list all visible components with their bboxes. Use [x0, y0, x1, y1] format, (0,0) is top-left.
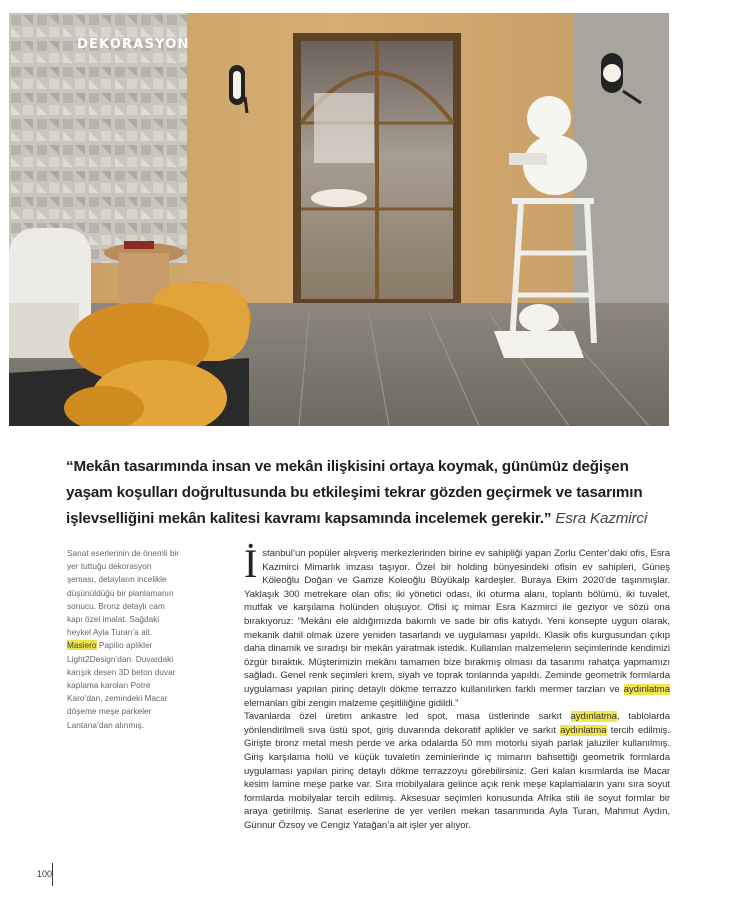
article-body	[244, 541, 671, 832]
drop-cap: İ	[244, 541, 258, 586]
pull-quote	[66, 454, 656, 532]
photo-caption	[67, 547, 180, 732]
article-text: elemanları gibi zengin malzeme çeşitliliğine gidildi.”	[244, 697, 459, 709]
footer-divider	[52, 863, 53, 886]
article-text: stanbul’un popüler alışveriş merkezlerinden birine ev sahipliği yapan Zorlu Center’daki ofis, Esra Kazmirci Mimarlık imzası taşıyor. Özel bir holding bünyesindeki ofisin ev sahipleri, Güneş Köleoğlu Doğan ve Gamze Koleoğlu Büyükalp kardeşler. Buraya Ekim 2020’de taşınmışlar. Yaklaşık 300 metrekare olan ofis; iki yönetici odası, iki oturma alanı, toplantı bölümü, iki tuvalet, mutfak ve karşılama holünden oluşuyor. Ofisi iç mimar Esra Kazmirci ile geziyor ve sözü ona bırakıyoruz: “Mekânı ele aldığımızda bakımlı ve sade bir ofis katıydı. Yeni konsepte uygun olarak, mekanik dahil olmak üzere yeniden tasarlandı ve uygulaması yapıldı. Klasik ofis kurgusundan çıkıp daha dinamik ve sıradışı bir mekân yaratmak istedik. Kullanılan malzemelerin seçimlerinde kendimizi özgür bıraktık. Müşterimizin mekânı tamamen bize bırakmış olması da tasarımı rahatça yapmamızı sağladı. Genel renk seçimleri krem, siyah ve toprak tonlarında yapıldı. Zeminde geometrik formlarda uygulaması yapılan pirinç detaylı dökme terrazzo kullanılırken farklı mermer tarzları ve	[244, 548, 670, 695]
highlighted-term: aydınlatma	[623, 683, 670, 695]
hero-photo	[9, 13, 669, 426]
highlighted-term: aydınlatma	[570, 711, 617, 723]
pull-quote-text: “Mekân tasarımında insan ve mekân ilişkisini ortaya koymak, günümüz değişen yaşam koşulları doğrultusunda bu etkileşimi tekrar gözden geçirmek ve tasarımın işlevselliğini mekân kalitesi kavramı kapsamında incelemek gerekir.”	[66, 458, 643, 527]
office-interior-illustration	[9, 13, 669, 426]
article-text: , tablolarda yönlendirilmeli sıva üstü spot, giriş duvarında dekoratif aplikler ve sarkıt	[244, 711, 670, 736]
article-paragraph	[244, 541, 670, 710]
section-label: DEKORASYON	[77, 37, 190, 52]
caption-text: Sanat eserlerinin de önemli bir yer tuttuğu dekorasyon şeması, detayların incelikle düşünüldüğü bir planlamanın sonucu. Bronz detaylı cam kapı özel imalat. Sağdaki heykel Ayla Turan’a ait.	[67, 548, 180, 638]
caption-highlight: Masiero	[67, 640, 97, 651]
article-text: tercih edilmiş. Girişte bronz metal mesh perde ve arka odalarda 50 mm motorlu siyah parlak jaluziler kullanılmış. Giriş karşılama holü ve küçük tuvaletin zeminlerinde iç mimarın bahsettiği geometrik formlarda uygulaması yapılan pirinç detaylı dökme terrazzoyu görebilirsiniz. Geri kalan kısımlarda ise Macar kesim lamine meşe parke var. Sıra mobilyalara gelince açık renk meşe kaplamaların yanı sıra soyut formlarda mobilyalar tercih edilmiş. Aksesuar seçimleri konusunda Afrika stili ile soyut formlar bir araya getirilmiş. Sanat eserlerine de yer verilen mekan tasarımında Ayla Turan, Mahmut Aydın, Günnur Özsoy ve Cengiz Yatağan’a ait işler yer alıyor.	[244, 724, 671, 831]
page-number: 100	[37, 869, 53, 879]
article-text: Tavanlarda özel üretim ankastre led spot, masa üstlerinde sarkıt	[244, 711, 571, 723]
caption-text-end: Papilio aplikler Light2Design’dan. Duvardaki karışık desen 3D beton duvar kaplama karoları Potre Karo’dan, zemindeki Macar döşeme meşe parkeler Lantana’dan alınmış.	[67, 640, 176, 730]
quote-author: Esra Kazmirci	[555, 510, 648, 527]
article-paragraph	[244, 710, 670, 832]
highlighted-term: aydınlatma	[560, 724, 607, 736]
